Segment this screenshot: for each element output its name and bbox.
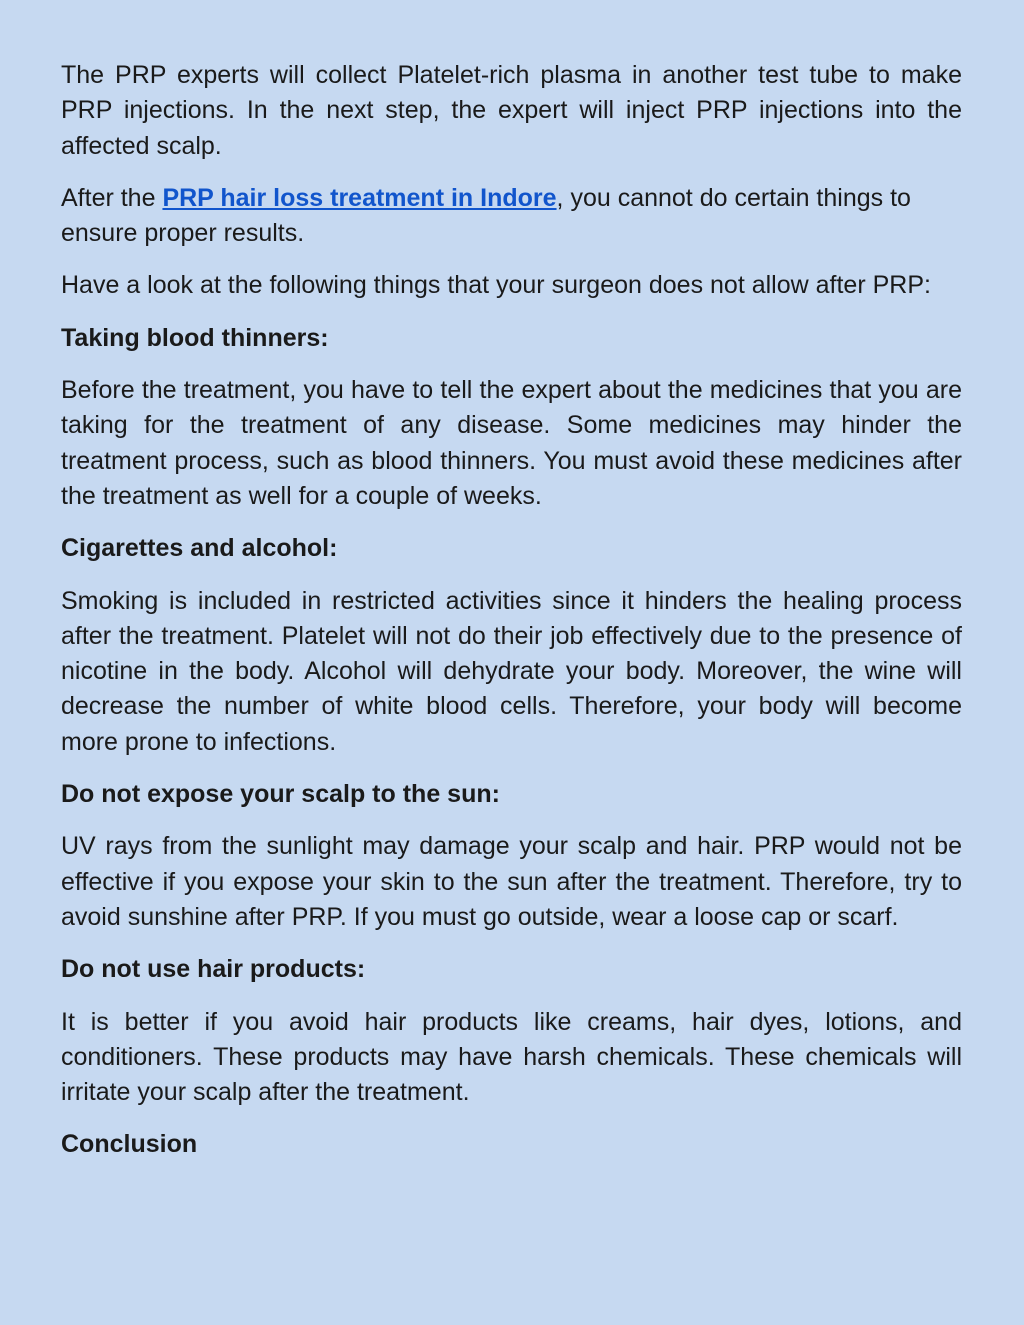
section-heading-blood-thinners: Taking blood thinners: [61, 323, 329, 352]
section-body-blood-thinners: Before the treatment, you have to tell the expert about the medicines that you are taking for the treatment of any disease. Some medicines may hinder the treatment process, such as blood thinners. You must avoid these medicines after the treatment as well for a couple of weeks. [61, 376, 962, 510]
prp-treatment-link[interactable]: PRP hair loss treatment in Indore [162, 183, 557, 212]
conclusion-heading: Conclusion [61, 1130, 198, 1159]
section-body-sun-exposure: UV rays from the sunlight may damage your scalp and hair. PRP would not be effective if you expose your skin to the sun after the treatment. Therefore, try to avoid sunshine after PRP. If you must go outside, wear a loose cap or scarf. [61, 832, 962, 931]
link-paragraph-tail: , you cannot do certain things to ensure proper results. [61, 183, 911, 248]
section-heading-cigarettes-alcohol: Cigarettes and alcohol: [61, 534, 338, 563]
link-paragraph-lead: After the [61, 183, 163, 212]
section-heading-hair-products: Do not use hair products: [61, 955, 366, 984]
intro-paragraph: The PRP experts will collect Platelet-rich plasma in another test tube to make PRP injections. In the next step, the expert will inject PRP injections into the affected scalp. [61, 61, 962, 160]
list-intro-paragraph: Have a look at the following things that your surgeon does not allow after PRP: [61, 271, 931, 300]
section-heading-sun-exposure: Do not expose your scalp to the sun: [61, 780, 500, 809]
section-body-hair-products: It is better if you avoid hair products like creams, hair dyes, lotions, and conditioners. These products may have harsh chemicals. These chemicals will irritate your scalp after the treatment. [61, 1007, 962, 1107]
link-paragraph [61, 181, 962, 252]
section-body-cigarettes-alcohol: Smoking is included in restricted activities since it hinders the healing process after the treatment. Platelet will not do their job effectively due to the presence of nicotine in the body. Alcohol will dehydrate your body. Moreover, the wine will decrease the number of white blood cells. Therefore, your body will become more prone to infections. [61, 586, 962, 756]
